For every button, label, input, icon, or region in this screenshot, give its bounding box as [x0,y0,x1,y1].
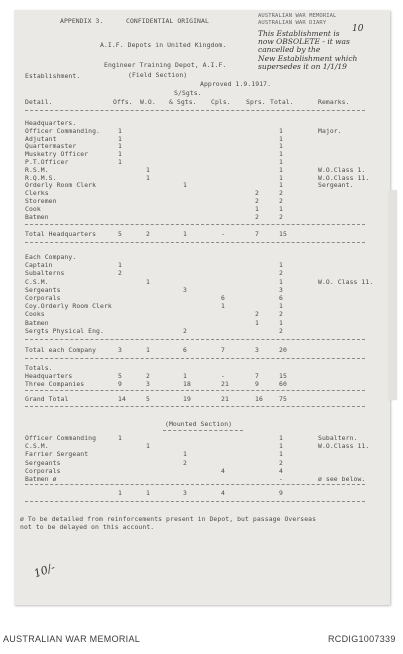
table-rule [25,224,365,225]
hq-row-cell: 1 [279,150,283,159]
company-row-cell: 1 [255,318,259,327]
company-row-cell: C.S.M. [25,277,49,286]
grand-total-row-cell: 19 [183,395,191,403]
mounted-row-cell: 1 [279,442,283,451]
totals-row-cell: 7 [255,372,259,381]
mounted-row-cell: Sergeants [25,458,61,467]
hq-row-cell: 1 [118,150,122,159]
company-total-row-cell: 1 [146,346,150,354]
company-row-cell: Coy.Orderly Room Clerk [25,302,112,311]
mounted-row-cell: 4 [279,466,283,475]
footnote-line-1: ø To be detailed from reinforcements present in Depot, but passage Overseas [20,515,317,523]
hq-row-cell: 1 [279,142,283,151]
hq-row-cell: Adjutant [25,134,57,143]
totals-row-cell: 1 [183,372,187,381]
hq-row-cell: 1 [279,173,283,182]
hq-row-cell: 1 [118,142,122,151]
hq-row-cell: 1 [279,165,283,174]
hq-row-cell: 2 [279,197,283,205]
mounted-row-cell: 1 [118,434,122,442]
company-row-cell: Corporals [25,294,61,302]
confidential-label: CONFIDENTIAL ORIGINAL [126,17,209,25]
mounted-row-cell: - [279,475,283,483]
mounted-row-cell: Officer Commanding [25,434,97,442]
table-rule [25,484,365,485]
company-row-cell: 2 [183,326,187,335]
company-row-cell: 1 [279,277,283,286]
unit-subtitle: (Field Section) [128,71,188,79]
company-total-row-cell: 20 [279,346,287,354]
company-row-cell: 2 [279,269,283,278]
table-rule [25,242,365,243]
handwritten-note: This Establishment is now OBSOLETE - it was cancelled by the New Establishment which supersedes it on 1/1/19 [258,29,358,71]
hq-row-cell: 1 [146,165,150,174]
hq-total-row-cell: 1 [183,230,187,238]
hq-row-cell: Batmen [25,212,49,221]
totals-row-cell: 15 [279,372,287,381]
hq-row-cell: W.O.Class 11. [318,173,370,182]
unit-title: Engineer Training Depot, A.I.F. [104,61,227,69]
company-row-cell: Sergts Physical Eng. [25,326,104,335]
handwritten-initials: 10/- [32,560,57,581]
company-row-cell: Each Company. [25,253,77,261]
totals-row-cell: 60 [279,380,287,389]
grand-total-row-cell: Grand Total [25,395,69,403]
mounted-row-cell: 2 [183,458,187,467]
col-remarks: Remarks. [318,98,350,106]
company-row-cell: 2 [279,326,283,335]
mounted-row-cell: Batmen ø [25,475,57,483]
company-row-cell: 2 [255,310,259,319]
col-sprs: Sprs. [246,98,266,106]
company-row-cell: Subalterns [25,269,65,278]
hq-row-cell: Musketry Officer [25,150,89,159]
hq-row-cell: 1 [279,158,283,166]
company-row-cell: 6 [221,294,225,302]
col-sgts-top: S/Sgts. [174,89,202,97]
mounted-total-row-cell: 1 [118,489,122,497]
company-total-row-cell: Total each Company [25,346,97,354]
mounted-title-underline [163,430,243,431]
hq-row-cell: 2 [255,189,259,198]
mounted-row-cell: 1 [146,442,150,451]
hq-row-cell: 1 [146,173,150,182]
war-diary-stamp: AUSTRALIAN WAR DIARY [258,20,327,26]
table-rule [25,358,365,359]
hq-row-cell: 1 [118,158,122,166]
footnote-line-2: not to be delayed on this account. [20,523,155,531]
totals-row-cell: Totals. [25,364,53,372]
mounted-total-row-cell: 9 [279,489,283,497]
hq-row-cell: 1 [118,134,122,143]
hq-row-cell: Officer Commanding. [25,126,101,135]
mounted-total-row-cell: 1 [146,489,150,497]
totals-row-cell: Headquarters [25,372,73,381]
hq-row-cell: 2 [279,189,283,198]
company-row-cell: 1 [118,261,122,270]
mounted-total-row-cell: 3 [183,489,187,497]
mounted-row-cell: 2 [279,458,283,467]
hq-row-cell: 2 [255,197,259,205]
hq-total-row-cell: - [221,230,225,238]
totals-row-cell: 21 [221,380,229,389]
mounted-row-cell: Corporals [25,466,61,475]
header-rule [25,110,365,111]
hq-row-cell: Storemen [25,197,57,205]
col-sgts: & Sgts. [169,98,197,106]
company-row-cell: Sergeants [25,285,61,294]
company-row-cell: W.O. Class 11. [318,277,374,286]
totals-row-cell: 18 [183,380,191,389]
col-cpls: Cpls. [211,98,231,106]
mounted-row-cell: W.O.Class 11. [318,442,370,451]
table-rule [25,339,365,340]
hq-row-cell: Orderly Room Clerk [25,181,97,190]
company-row-cell: 1 [279,302,283,311]
page-number: 10 [352,24,364,34]
hq-row-cell: 1 [183,181,187,190]
hq-row-cell: 1 [279,134,283,143]
totals-row-cell: 3 [146,380,150,389]
mounted-row-cell: C.S.M. [25,442,49,451]
totals-row-cell: Three Companies [25,380,85,389]
totals-row-cell: 9 [118,380,122,389]
hq-row-cell: 2 [255,212,259,221]
hq-row-cell: R.S.M. [25,165,49,174]
company-total-row-cell: 6 [183,346,187,354]
hq-row-cell: 1 [279,204,283,213]
col-wo: W.O. [140,98,156,106]
grand-total-row-cell: 16 [255,395,263,403]
company-row-cell: 6 [279,294,283,302]
hq-row-cell: 2 [279,212,283,221]
hq-row-cell: R.Q.M.S. [25,173,57,182]
footer-id: RCDIG1007339 [328,634,396,644]
company-row-cell: 2 [118,269,122,278]
col-total: Total. [270,98,294,106]
hq-row-cell: Major. [318,126,342,135]
company-row-cell: 1 [221,302,225,311]
mounted-section-title: (Mounted Section) [165,420,233,428]
mounted-row-cell: Farrier Sergeant [25,450,89,459]
company-row-cell: Batmen [25,318,49,327]
company-row-cell: Cooks [25,310,45,319]
totals-row-cell: 5 [118,372,122,381]
appendix-label: APPENDIX 3. [60,17,104,25]
depot-title: A.I.F. Depots in United Kingdom. [100,41,227,49]
hq-total-row-cell: 5 [118,230,122,238]
totals-row-cell: 9 [255,380,259,389]
table-rule [25,501,365,502]
company-row-cell: 1 [279,318,283,327]
establishment-label: Establishment. [25,72,81,80]
footer-source: AUSTRALIAN WAR MEMORIAL [3,634,141,644]
grand-total-row-cell: 5 [146,395,150,403]
hq-total-row-cell: Total Headquarters [25,230,97,238]
grand-total-row-cell: 14 [118,395,126,403]
mounted-row-cell: ø see below. [318,475,366,483]
company-row-cell: 3 [279,285,283,294]
table-rule [25,406,365,407]
grand-total-row-cell: 75 [279,395,287,403]
mounted-row-cell: 1 [279,434,283,442]
company-row-cell: 1 [279,261,283,270]
company-row-cell: 1 [146,277,150,286]
mounted-row-cell: 1 [183,450,187,459]
col-offrs: Offs. [113,98,133,106]
totals-row-cell: 2 [146,372,150,381]
mounted-row-cell: 1 [279,450,283,459]
mounted-row-cell: Subaltern. [318,434,358,442]
hq-row-cell: Quartermaster [25,142,77,151]
company-total-row-cell: 3 [118,346,122,354]
hq-row-cell: Headquarters. [25,119,77,127]
hq-row-cell: 1 [279,126,283,135]
hq-row-cell: Clerks [25,189,49,198]
hq-total-row-cell: 2 [146,230,150,238]
hq-row-cell: 1 [279,181,283,190]
war-memorial-stamp: AUSTRALIAN WAR MEMORIAL [258,13,337,19]
company-row-cell: 2 [279,310,283,319]
hq-total-row-cell: 15 [279,230,287,238]
col-detail: Detail. [25,98,53,106]
hq-row-cell: Sergeant. [318,181,354,190]
hq-row-cell: Cook [25,204,41,213]
company-row-cell: 3 [183,285,187,294]
hq-row-cell: 1 [255,204,259,213]
company-total-row-cell: 7 [221,346,225,354]
grand-total-row-cell: 21 [221,395,229,403]
totals-row-cell: - [221,372,225,381]
mounted-row-cell: 4 [221,466,225,475]
hq-row-cell: P.T.Officer [25,158,69,166]
company-row-cell: Captain [25,261,53,270]
hq-row-cell: 1 [118,126,122,135]
approved-date: Approved 1.9.1917. [200,80,272,88]
hq-row-cell: W.O.Class 1. [318,165,366,174]
mounted-total-row-cell: 4 [221,489,225,497]
table-rule [25,390,365,391]
company-total-row-cell: 3 [255,346,259,354]
hq-total-row-cell: 7 [255,230,259,238]
